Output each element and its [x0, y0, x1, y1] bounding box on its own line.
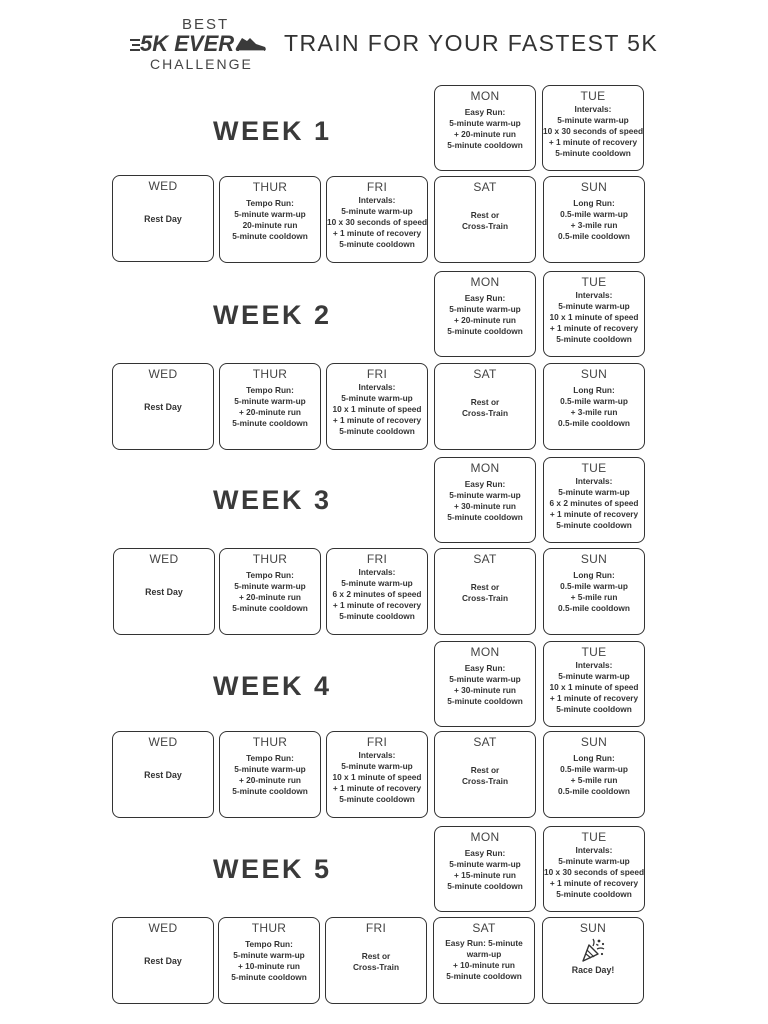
workout-line: 5-minute warm-up [341, 761, 413, 771]
week-1-sat-card [434, 176, 536, 263]
workout-line: Cross-Train [461, 776, 509, 786]
workout-line: 10 x 30 seconds of speed [327, 217, 428, 227]
workout-line: Intervals: [575, 845, 613, 855]
workout-line: + 3-mile run [570, 407, 618, 417]
workout-line: 5-minute cooldown [556, 889, 632, 899]
workout-line: 5-minute warm-up [341, 393, 413, 403]
workout-line: + 1 minute of recovery [332, 228, 422, 238]
day-label: TUE [581, 830, 607, 844]
workout-line: 5-minute cooldown [555, 148, 631, 158]
running-shoe-icon [234, 34, 268, 54]
week-4-fri-card [326, 731, 428, 818]
workout-line: 10 x 1 minute of speed [549, 312, 639, 322]
workout-line: Cross-Train [352, 962, 400, 972]
workout-line: + 20-minute run [453, 129, 516, 139]
workout-line: 0.5-mile warm-up [560, 396, 628, 406]
week-4-tue-card [543, 641, 645, 727]
workout-line: 6 x 2 minutes of speed [332, 589, 422, 599]
workout-line: 0.5-mile cooldown [558, 603, 630, 613]
workout-line: + 5-mile run [570, 775, 618, 785]
day-label: WED [148, 735, 178, 749]
day-label: SUN [580, 367, 608, 381]
day-label: FRI [365, 921, 387, 935]
workout-line: 5-minute cooldown [232, 786, 308, 796]
workout-line: 5-minute warm-up [234, 396, 306, 406]
workout-line: 5-minute cooldown [232, 418, 308, 428]
workout-line: Long Run: [573, 753, 615, 763]
day-label: WED [149, 552, 179, 566]
workout-line: 20-minute run [242, 220, 298, 230]
day-label: TUE [581, 461, 607, 475]
workout-line: 5-minute cooldown [556, 704, 632, 714]
workout-line: Easy Run: [464, 479, 506, 489]
workout-line: Rest or [470, 765, 500, 775]
workout-line: 5-minute warm-up [558, 856, 630, 866]
workout-line: Cross-Train [461, 221, 509, 231]
workout-line: Rest Day [145, 587, 183, 597]
week-2-fri-card [326, 363, 428, 450]
workout-line: Cross-Train [461, 593, 509, 603]
week-3-mon-card [434, 457, 536, 543]
day-label: TUE [580, 89, 606, 103]
day-label: SUN [580, 735, 608, 749]
workout-line: Rest or [470, 582, 500, 592]
workout-line: 5-minute cooldown [447, 140, 523, 150]
workout-line: 5-minute warm-up [449, 304, 521, 314]
week-1-sun-card [543, 176, 645, 263]
day-label: MON [470, 830, 500, 844]
week-3-tue-card [543, 457, 645, 543]
day-label: WED [148, 179, 178, 193]
workout-line: Intervals: [358, 567, 396, 577]
workout-line: 5-minute warm-up [449, 859, 521, 869]
workout-line: Easy Run: [464, 107, 506, 117]
workout-line: 5-minute cooldown [447, 512, 523, 522]
workout-line: + 3-mile run [570, 220, 618, 230]
workout-line: + 1 minute of recovery [549, 323, 639, 333]
day-label: SAT [473, 735, 497, 749]
party-popper-icon [580, 937, 606, 963]
day-label: SUN [579, 921, 607, 935]
workout-line: Rest Day [144, 770, 182, 780]
workout-line: warm-up [466, 949, 502, 959]
week-3-sat-card [434, 548, 536, 635]
workout-line: 5-minute cooldown [447, 326, 523, 336]
week-1-tue-card [542, 85, 644, 171]
week-4-label: WEEK 4 [213, 671, 332, 701]
week-1-wed-card [112, 175, 214, 262]
week-4-sun-card [543, 731, 645, 818]
workout-line: 0.5-mile cooldown [558, 418, 630, 428]
week-5-sat-card [433, 917, 535, 1004]
workout-line: 5-minute cooldown [556, 520, 632, 530]
workout-line: Tempo Run: [246, 753, 294, 763]
workout-line: 5-minute cooldown [447, 696, 523, 706]
workout-line: 6 x 2 minutes of speed [549, 498, 639, 508]
workout-line: 5-minute warm-up [557, 115, 629, 125]
day-label: THUR [252, 180, 288, 194]
workout-line: + 1 minute of recovery [332, 783, 422, 793]
week-5-mon-card [434, 826, 536, 912]
workout-line: 5-minute warm-up [558, 487, 630, 497]
logo-best: BEST [182, 16, 230, 33]
workout-line: Rest Day [144, 402, 182, 412]
week-2-label: WEEK 2 [213, 300, 332, 330]
week-5-tue-card [543, 826, 645, 912]
day-label: THUR [252, 367, 288, 381]
workout-line: Rest or [470, 397, 500, 407]
workout-line: + 20-minute run [453, 315, 516, 325]
workout-line: Rest Day [144, 956, 182, 966]
workout-line: 5-minute warm-up [449, 674, 521, 684]
workout-line: + 5-mile run [570, 592, 618, 602]
workout-line: Cross-Train [461, 408, 509, 418]
workout-line: 0.5-mile warm-up [560, 764, 628, 774]
workout-line: + 1 minute of recovery [549, 693, 639, 703]
day-label: SUN [580, 552, 608, 566]
workout-line: 5-minute cooldown [232, 603, 308, 613]
week-4-wed-card [112, 731, 214, 818]
week-2-mon-card [434, 271, 536, 357]
workout-line: 10 x 30 seconds of speed [543, 126, 644, 136]
workout-line: 5-minute cooldown [556, 334, 632, 344]
workout-line: 0.5-mile warm-up [560, 581, 628, 591]
workout-line: + 1 minute of recovery [548, 137, 638, 147]
day-label: WED [148, 367, 178, 381]
workout-line: 5-minute warm-up [558, 301, 630, 311]
workout-line: Long Run: [573, 570, 615, 580]
workout-line: 5-minute cooldown [232, 231, 308, 241]
week-1-mon-card [434, 85, 536, 171]
workout-line: 5-minute warm-up [341, 578, 413, 588]
workout-line: 0.5-mile warm-up [560, 209, 628, 219]
workout-line: 5-minute cooldown [339, 611, 415, 621]
workout-line: Long Run: [573, 198, 615, 208]
workout-line: Long Run: [573, 385, 615, 395]
workout-line: Easy Run: [464, 293, 506, 303]
workout-line: 5-minute warm-up [449, 490, 521, 500]
workout-line: Tempo Run: [246, 385, 294, 395]
day-label: THUR [251, 921, 287, 935]
week-5-fri-card [325, 917, 427, 1004]
workout-line: + 20-minute run [238, 407, 301, 417]
workout-line: 5-minute cooldown [339, 426, 415, 436]
day-label: FRI [366, 735, 388, 749]
workout-line: + 1 minute of recovery [332, 600, 422, 610]
day-label: MON [470, 89, 500, 103]
day-label: SAT [472, 921, 496, 935]
day-label: FRI [366, 552, 388, 566]
workout-line: Intervals: [358, 382, 396, 392]
workout-line: 5-minute warm-up [234, 209, 306, 219]
week-1-thur-card [219, 176, 321, 263]
week-3-thur-card [219, 548, 321, 635]
workout-line: + 20-minute run [238, 592, 301, 602]
week-1-label: WEEK 1 [213, 116, 332, 146]
day-label: FRI [366, 367, 388, 381]
workout-line: Rest or [361, 951, 391, 961]
week-4-mon-card [434, 641, 536, 727]
workout-line: Intervals: [575, 476, 613, 486]
workout-line: Tempo Run: [246, 570, 294, 580]
workout-line: 5-minute warm-up [234, 764, 306, 774]
week-2-tue-card [543, 271, 645, 357]
day-label: SAT [473, 367, 497, 381]
day-label: MON [470, 461, 500, 475]
workout-line: 0.5-mile cooldown [558, 231, 630, 241]
workout-line: + 10-minute run [237, 961, 300, 971]
workout-line: 5-minute warm-up [234, 581, 306, 591]
week-3-fri-card [326, 548, 428, 635]
workout-line: 5-minute cooldown [339, 239, 415, 249]
week-3-wed-card [113, 548, 215, 635]
workout-line: Easy Run: 5-minute [445, 938, 523, 948]
week-5-wed-card [112, 917, 214, 1004]
day-label: TUE [581, 645, 607, 659]
brand-logo [130, 14, 270, 74]
workout-line: Rest Day [144, 214, 182, 224]
page-headline: TRAIN FOR YOUR FASTEST 5K [284, 30, 659, 56]
logo-challenge: CHALLENGE [150, 56, 253, 72]
day-label: WED [148, 921, 178, 935]
workout-line: 10 x 1 minute of speed [332, 772, 422, 782]
week-4-thur-card [219, 731, 321, 818]
week-2-wed-card [112, 363, 214, 450]
day-label: THUR [252, 735, 288, 749]
workout-line: 5-minute warm-up [558, 671, 630, 681]
day-label: TUE [581, 275, 607, 289]
workout-line: + 1 minute of recovery [549, 509, 639, 519]
day-label: SAT [473, 180, 497, 194]
workout-line: Tempo Run: [245, 939, 293, 949]
workout-line: 5-minute warm-up [233, 950, 305, 960]
day-label: SUN [580, 180, 608, 194]
workout-line: Intervals: [358, 195, 396, 205]
workout-line: + 20-minute run [238, 775, 301, 785]
workout-line: Intervals: [574, 104, 612, 114]
workout-line: 0.5-mile cooldown [558, 786, 630, 796]
workout-line: + 10-minute run [452, 960, 515, 970]
workout-line: 5-minute cooldown [231, 972, 307, 982]
workout-line: Intervals: [575, 290, 613, 300]
logo-5k-ever: 5K EVER [140, 31, 235, 56]
day-label: THUR [252, 552, 288, 566]
week-4-sat-card [434, 731, 536, 818]
week-5-label: WEEK 5 [213, 854, 332, 884]
workout-line: Intervals: [575, 660, 613, 670]
week-2-thur-card [219, 363, 321, 450]
workout-line: + 15-minute run [453, 870, 516, 880]
workout-line: + 1 minute of recovery [332, 415, 422, 425]
workout-line: 5-minute warm-up [449, 118, 521, 128]
day-label: MON [470, 275, 500, 289]
week-1-fri-card [326, 176, 428, 263]
workout-line: Intervals: [358, 750, 396, 760]
day-label: SAT [473, 552, 497, 566]
workout-line: 5-minute cooldown [446, 971, 522, 981]
day-label: MON [470, 645, 500, 659]
workout-line: 5-minute cooldown [447, 881, 523, 891]
week-3-label: WEEK 3 [213, 485, 332, 515]
workout-line: 10 x 30 seconds of speed [544, 867, 645, 877]
workout-line: + 1 minute of recovery [549, 878, 639, 888]
workout-line: 5-minute warm-up [341, 206, 413, 216]
workout-line: Tempo Run: [246, 198, 294, 208]
week-5-sun-card [542, 917, 644, 1004]
workout-line: 10 x 1 minute of speed [549, 682, 639, 692]
race-day-label: Race Day! [571, 965, 615, 975]
workout-line: 5-minute cooldown [339, 794, 415, 804]
week-2-sun-card [543, 363, 645, 450]
workout-line: Rest or [470, 210, 500, 220]
workout-line: Easy Run: [464, 848, 506, 858]
workout-line: 10 x 1 minute of speed [332, 404, 422, 414]
week-2-sat-card [434, 363, 536, 450]
workout-line: + 30-minute run [453, 501, 516, 511]
week-3-sun-card [543, 548, 645, 635]
workout-line: Easy Run: [464, 663, 506, 673]
workout-line: + 30-minute run [453, 685, 516, 695]
day-label: FRI [366, 180, 388, 194]
week-5-thur-card [218, 917, 320, 1004]
